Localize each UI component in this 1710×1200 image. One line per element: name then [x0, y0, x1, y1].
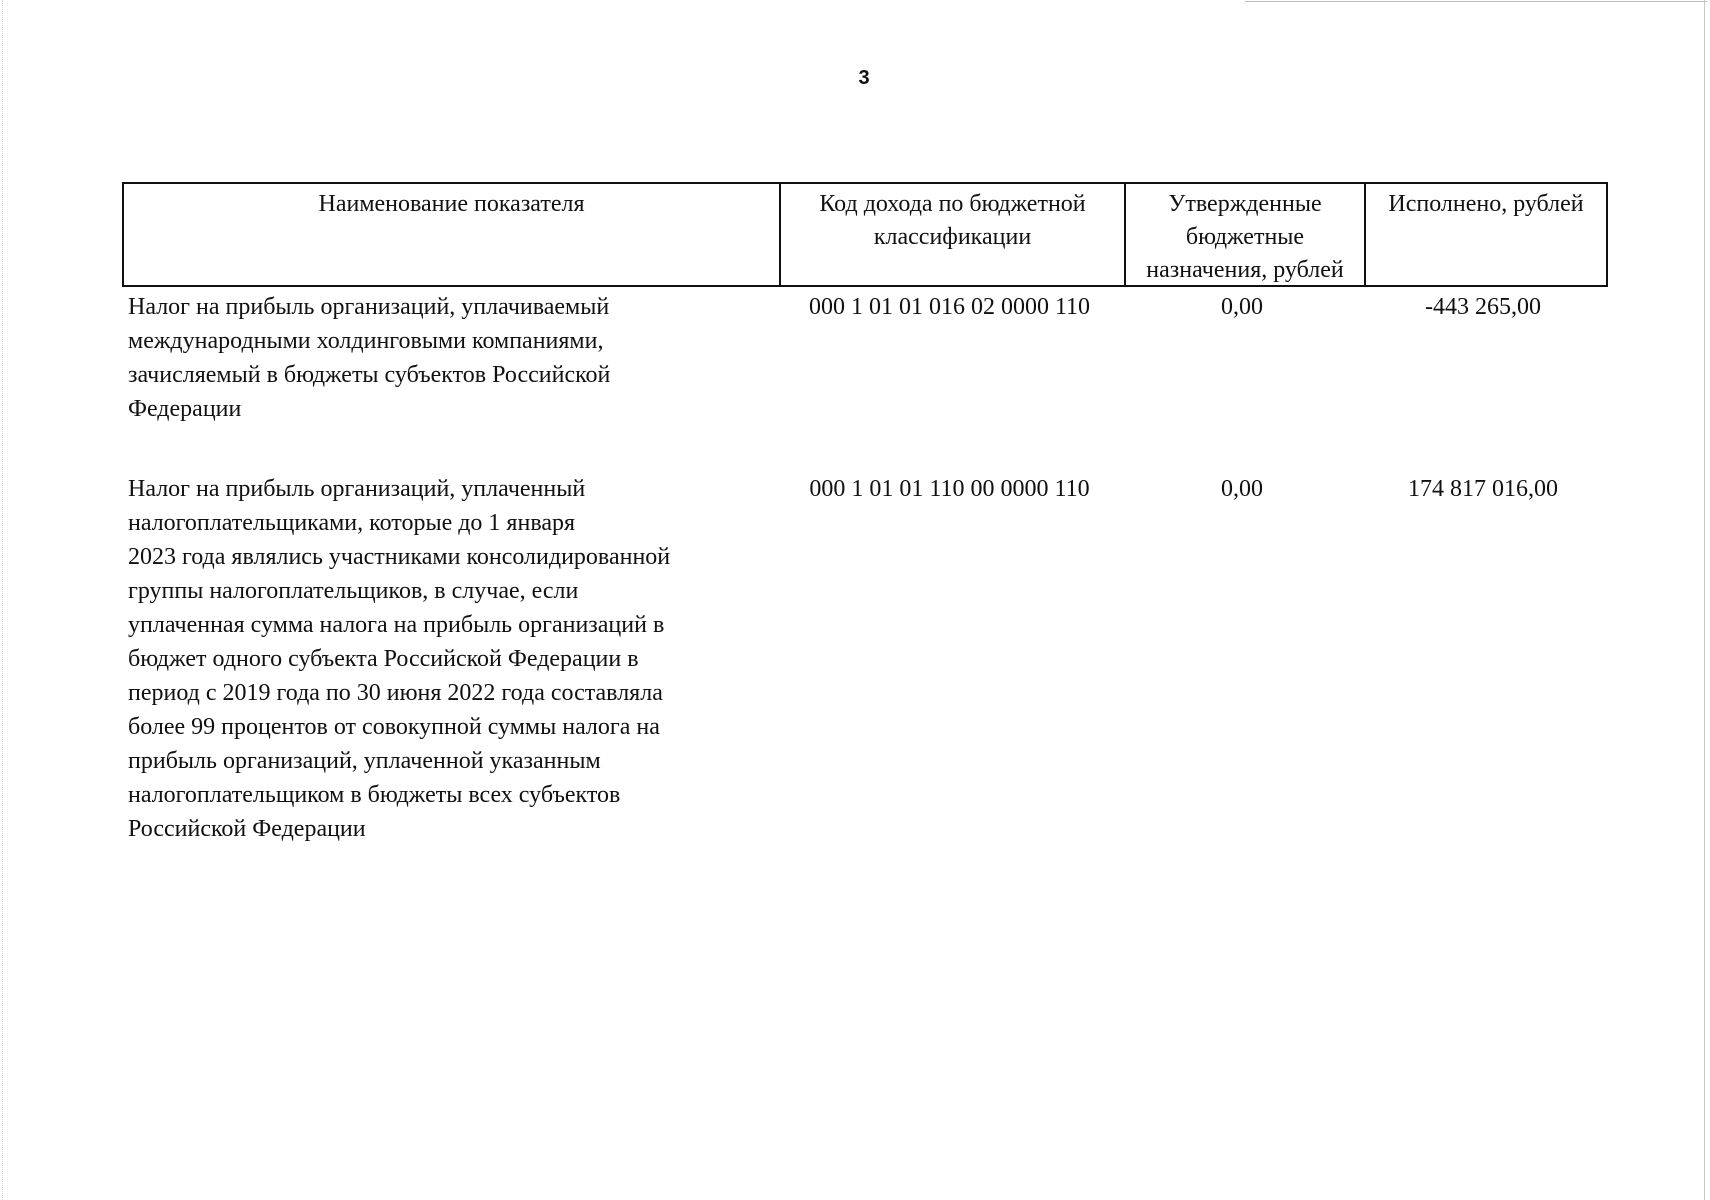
executed-amount: 174 817 016,00: [1408, 476, 1558, 502]
column-header-approved: Утвержденные бюджетные назначения, рублей: [1124, 184, 1364, 285]
scan-edge-left: [2, 0, 3, 1200]
table-header: [122, 182, 1608, 287]
indicator-name-line: Налог на прибыль организаций, уплачиваемый: [128, 294, 610, 320]
executed-amount: -443 265,00: [1425, 294, 1541, 320]
page-number: 3: [858, 67, 870, 89]
approved-amount: 0,00: [1221, 476, 1263, 502]
indicator-name-line: Российской Федерации: [128, 816, 366, 842]
scan-edge-right: [1704, 0, 1705, 1200]
indicator-name-line: налогоплательщиком в бюджеты всех субъектов: [128, 782, 621, 808]
indicator-name-line: бюджет одного субъекта Российской Федерации в: [128, 646, 639, 672]
indicator-name: [128, 290, 768, 426]
indicator-name-line: Налог на прибыль организаций, уплаченный: [128, 476, 586, 502]
table-row: [122, 290, 1608, 430]
income-code: 000 1 01 01 016 02 0000 110: [808, 294, 1091, 320]
indicator-name-line: период с 2019 года по 30 июня 2022 года составляла: [128, 680, 663, 706]
indicator-name-line: налогоплательщиками, которые до 1 января: [128, 510, 576, 536]
indicator-name-line: 2023 года являлись участниками консолидированной: [128, 544, 671, 570]
indicator-name-line: группы налогоплательщиков, в случае, если: [128, 578, 579, 604]
column-header-executed: Исполнено, рублей: [1364, 184, 1606, 285]
indicator-name-line: зачисляемый в бюджеты субъектов Российской: [128, 362, 611, 388]
column-header-code: Код дохода по бюджетной классификации: [779, 184, 1124, 285]
table-row: [122, 472, 1608, 852]
indicator-name: [128, 472, 768, 846]
indicator-name-line: Федерации: [128, 396, 242, 422]
indicator-name-line: международными холдинговыми компаниями,: [128, 328, 604, 354]
scan-edge-top: [1245, 1, 1707, 2]
approved-amount: 0,00: [1221, 294, 1263, 320]
indicator-name-line: уплаченная сумма налога на прибыль организаций в: [128, 612, 665, 638]
column-header-name: Наименование показателя: [318, 191, 585, 217]
indicator-name-line: прибыль организаций, уплаченной указанным: [128, 748, 601, 774]
indicator-name-line: более 99 процентов от совокупной суммы налога на: [128, 714, 660, 740]
income-code: 000 1 01 01 110 00 0000 110: [809, 476, 1090, 502]
